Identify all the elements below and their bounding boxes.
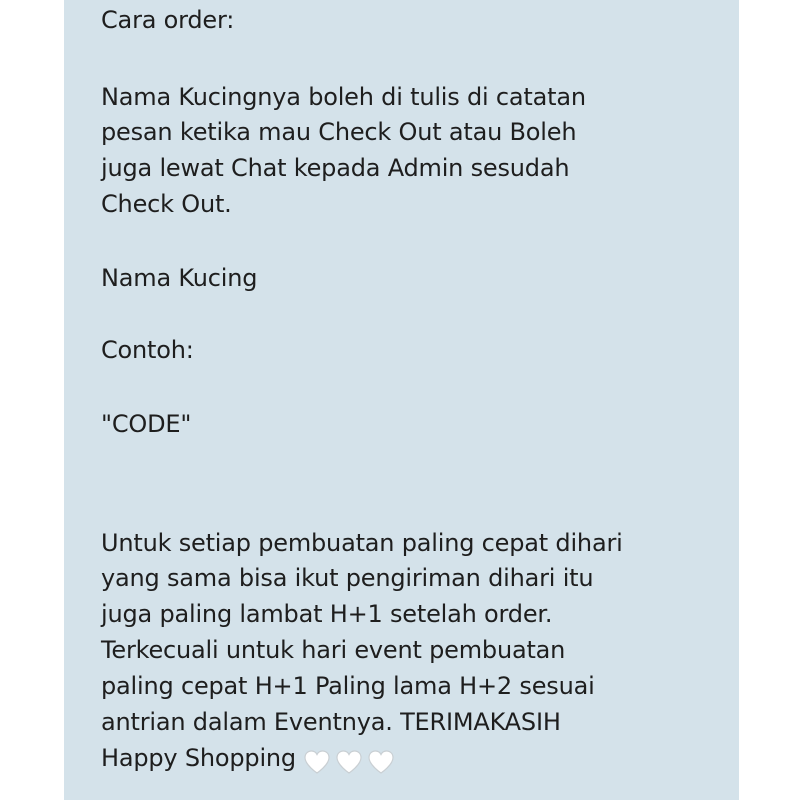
example-label: Contoh: [101, 336, 194, 364]
instruction-line: juga lewat Chat kepada Admin sesudah [101, 154, 570, 182]
white-heart-icon [334, 748, 366, 776]
instruction-line: Nama Kucingnya boleh di tulis di catatan [101, 83, 586, 111]
instruction-line: pesan ketika mau Check Out atau Boleh [101, 118, 577, 146]
instruction-line: Check Out. [101, 190, 232, 218]
info-line: antrian dalam Eventnya. TERIMAKASIH [101, 708, 561, 736]
info-line: juga paling lambat H+1 setelah order. [101, 600, 553, 628]
chat-message-bubble [64, 0, 739, 800]
hearts-emoji-group [302, 747, 398, 776]
closing-text: Happy Shopping [101, 744, 296, 772]
message-heading: Cara order: [101, 6, 235, 34]
info-line: Terkecuali untuk hari event pembuatan [101, 636, 566, 664]
info-line-last [101, 744, 398, 776]
info-line: paling cepat H+1 Paling lama H+2 sesuai [101, 672, 595, 700]
info-line: yang sama bisa ikut pengiriman dihari itu [101, 564, 594, 592]
white-heart-icon [366, 748, 398, 776]
white-heart-icon [302, 748, 334, 776]
name-label: Nama Kucing [101, 264, 258, 292]
example-value: "CODE" [101, 410, 192, 438]
info-line: Untuk setiap pembuatan paling cepat dihari [101, 529, 623, 557]
